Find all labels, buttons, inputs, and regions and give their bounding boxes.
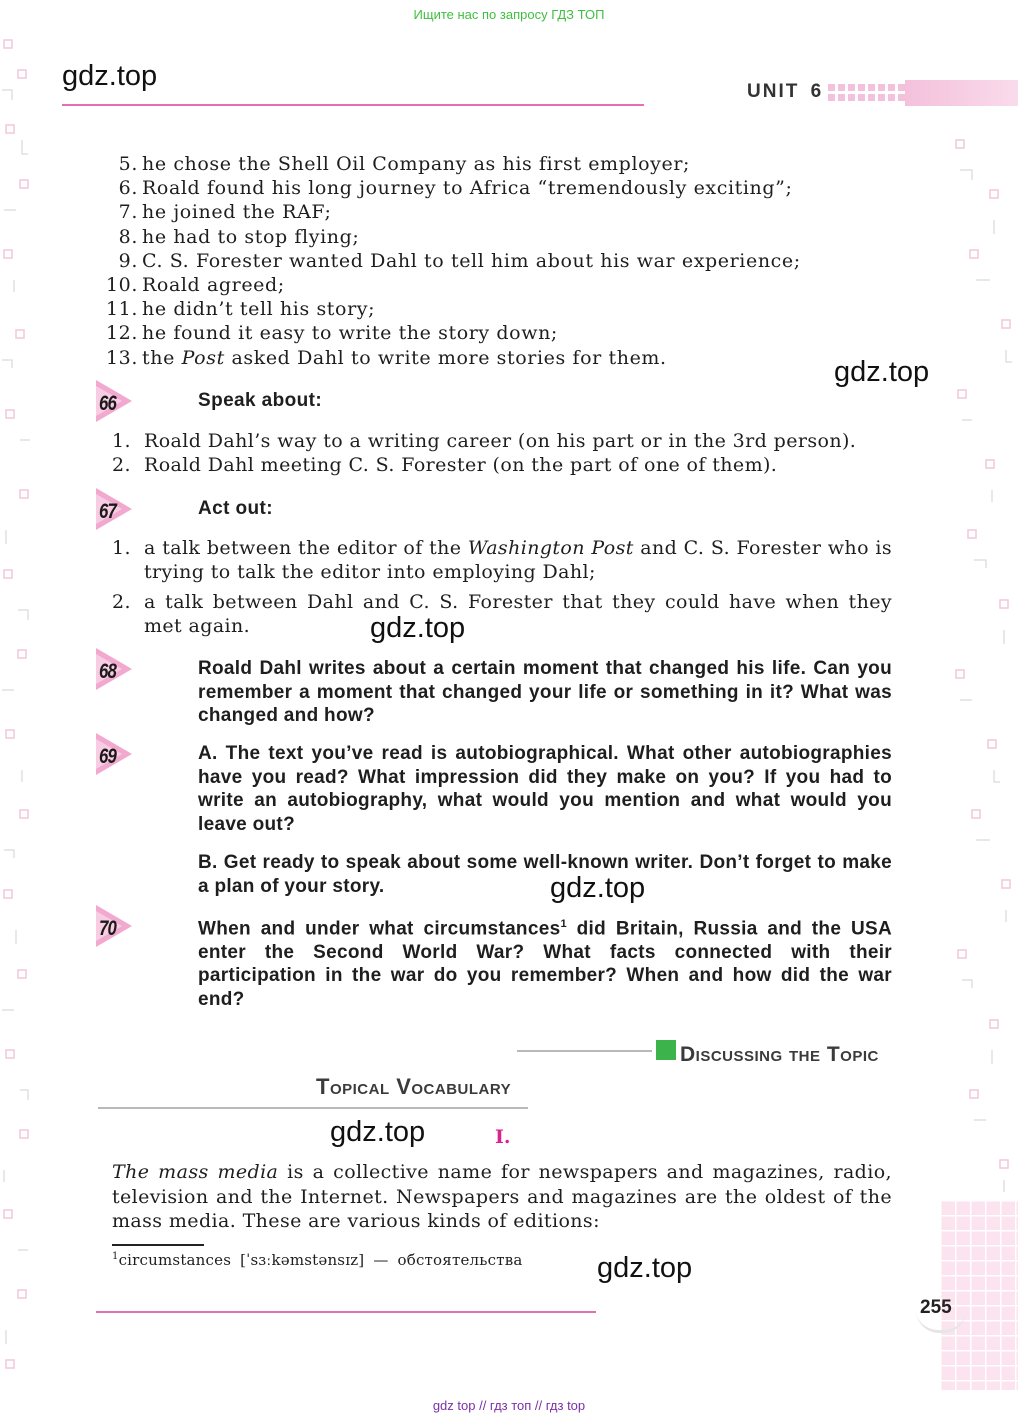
watermark: gdz.top: [550, 872, 646, 904]
unit-dotted-band: [828, 83, 908, 103]
left-decorative-pattern: [0, 30, 34, 1400]
watermark: gdz.top: [330, 1116, 426, 1148]
watermark: gdz.top: [370, 612, 466, 644]
list-item: 7. he joined the RAF;: [118, 201, 332, 224]
exercise-badge-69: 69: [96, 733, 132, 775]
vocabulary-rule: [98, 1107, 528, 1109]
discussing-topic-title: Discussing the Topic: [680, 1043, 879, 1066]
exercise-70-text: When and under what circumstances$^1$ did Britain, Russia and the USA enter the Second World War? What facts connected with their participation in the war do you remember? When and how did the war end?: [198, 918, 892, 1010]
list-item: 11. he didn’t tell his story;: [105, 298, 376, 321]
list-item: 1. Roald Dahl’s way to a writing career (on his part or in the 3rd person).: [112, 430, 857, 452]
bottom-banner: gdz top // гдз топ // гдз top: [432, 1398, 586, 1413]
top-banner: Ищите нас по запросу ГДЗ ТОП: [413, 7, 605, 22]
exercise-badge-68: 68: [96, 648, 132, 690]
topical-vocabulary-title: Topical Vocabulary: [316, 1074, 512, 1099]
discussing-rule: [517, 1050, 652, 1052]
list-item: 2. Roald Dahl meeting C. S. Forester (on the part of one of them).: [112, 454, 778, 476]
list-item: 12. he found it easy to write the story down;: [105, 322, 558, 345]
exercise-badge-66: 66: [96, 380, 132, 422]
list-item: 5. he chose the Shell Oil Company as his first employer;: [118, 153, 691, 175]
watermark: gdz.top: [62, 60, 158, 92]
exercise-66-items: [112, 429, 892, 477]
bottom-right-pink-grid: [940, 1200, 1018, 1390]
exercise-69-part-b: B. Get ready to speak about some well-known writer. Don’t forget to make a plan of your story.: [198, 852, 892, 897]
unit-number: 6: [810, 81, 824, 102]
list-item: 8. he had to stop flying;: [118, 225, 360, 248]
list-item: 6. Roald found his long journey to Africa “tremendously exciting”;: [118, 177, 793, 200]
exercise-68-text: Roald Dahl writes about a certain moment that changed his life. Can you remember a moment that changed your life or something in it? What was changed and how?: [198, 658, 892, 726]
watermark: gdz.top: [834, 356, 930, 388]
exercise-66-heading: Speak about:: [198, 390, 323, 411]
green-square-icon: [656, 1040, 676, 1060]
page-number: 255: [920, 1297, 952, 1318]
exercise-badge-70: 70: [96, 905, 132, 947]
right-decorative-pattern: [950, 120, 1018, 1200]
unit-word: UNIT: [747, 81, 800, 102]
list-item: 13. the Post asked Dahl to write more stories for them.: [105, 346, 667, 369]
list-item: 2. a talk between Dahl and C. S. Forester that they could have when they met again.: [112, 591, 892, 637]
continued-list: [98, 152, 801, 370]
unit-pink-band: [905, 80, 1018, 106]
unit-label: [747, 81, 823, 103]
list-item: 9. C. S. Forester wanted Dahl to tell him about his war experience;: [118, 249, 801, 272]
footnote-rule: [112, 1244, 204, 1246]
exercise-69-part-a: A. The text you’ve read is autobiographical. What other autobiographies have you read? What impression did they make on you? If you had to write an autobiography, what would you mention and what would you leave out?: [198, 743, 892, 835]
header-rule: [62, 104, 644, 106]
watermark: gdz.top: [597, 1252, 693, 1284]
mass-media-paragraph: The mass media is a collective name for newspapers and magazines, radio, television and the Internet. Newspapers and magazines are the oldest of the mass media. These are various kinds of editions:: [112, 1161, 892, 1232]
list-item: 10. Roald agreed;: [105, 274, 285, 297]
list-item: 1. a talk between the editor of the Washington Post and C. S. Forester who is trying to talk the editor into employing Dahl;: [112, 537, 893, 583]
footnote: $^1$circumstances [ˈsɜːkəmstənsɪz] — обстоятельства: [112, 1251, 523, 1269]
footer-rule: [96, 1311, 596, 1313]
exercise-67-items: [112, 536, 892, 638]
section-roman-numeral: I.: [495, 1126, 511, 1148]
exercise-67-heading: Act out:: [198, 498, 273, 519]
exercise-badge-67: 67: [96, 488, 132, 530]
